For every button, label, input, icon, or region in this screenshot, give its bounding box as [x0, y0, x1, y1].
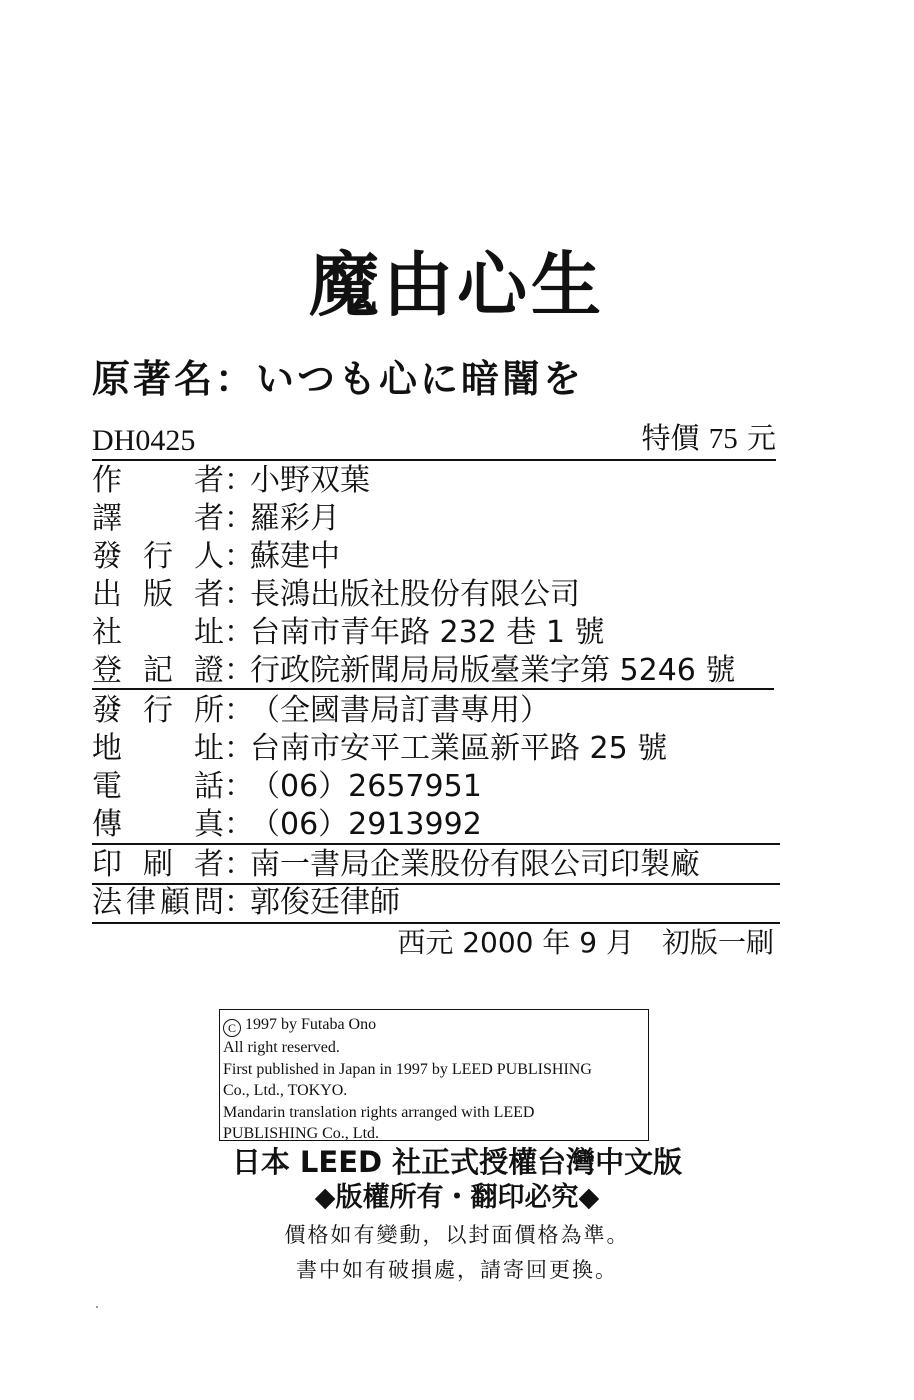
credit-value: （全國書局訂書專用） — [250, 693, 550, 728]
authorization-notice: 日本 LEED 社正式授權台灣中文版 — [231, 1145, 683, 1179]
copyright-box — [219, 1009, 649, 1141]
credit-value: 蘇建中 — [250, 539, 340, 574]
credit-separator: ： — [224, 653, 254, 688]
credit-row — [92, 538, 340, 576]
credit-value: （06）2657951 — [250, 769, 482, 804]
copyright-line: Mandarin translation rights arranged with LEED — [223, 1103, 535, 1121]
credit-row — [92, 806, 482, 844]
credit-label: 作者 — [92, 463, 224, 498]
credit-label: 傳真 — [92, 807, 224, 842]
rule-top — [92, 459, 776, 461]
price-unit: 元 — [746, 421, 776, 455]
book-title: 魔由心生 — [309, 244, 605, 326]
damage-return-note: 書中如有破損處，請寄回更換。 — [296, 1258, 618, 1282]
credit-label: 譯者 — [92, 501, 224, 536]
credit-separator: ： — [224, 885, 254, 920]
credit-label: 法律顧問 — [92, 885, 224, 920]
rule-mid — [92, 688, 774, 690]
credit-value: 南一書局企業股份有限公司印製廠 — [250, 847, 700, 882]
credit-separator: ： — [224, 463, 254, 498]
copyright-line: First published in Japan in 1997 by LEED PUBLISHING — [223, 1060, 592, 1078]
credit-separator: ： — [224, 731, 254, 766]
credit-row — [92, 730, 667, 768]
credit-row — [92, 846, 700, 884]
credit-separator: ： — [224, 693, 254, 728]
credit-label: 發行所 — [92, 693, 224, 728]
credit-row — [92, 692, 550, 730]
credit-label: 社址 — [92, 615, 224, 650]
price-change-note: 價格如有變動，以封面價格為準。 — [284, 1223, 630, 1247]
credit-separator: ： — [224, 807, 254, 842]
credit-row — [92, 614, 605, 652]
credit-separator: ： — [224, 501, 254, 536]
credit-row — [92, 462, 370, 500]
copyright-symbol: C — [223, 1019, 241, 1037]
credit-value: 行政院新聞局局版臺業字第 5246 號 — [250, 653, 736, 688]
credit-value: 郭俊廷律師 — [250, 885, 400, 920]
price-prefix: 特價 — [641, 421, 700, 455]
credit-value: 小野双葉 — [250, 463, 370, 498]
credit-label: 出版者 — [92, 577, 224, 612]
credit-row — [92, 768, 482, 806]
copyright-line: Co., Ltd., TOKYO. — [223, 1082, 348, 1099]
credit-row — [92, 576, 580, 614]
credit-value: （06）2913992 — [250, 807, 482, 842]
copyright-line: All right reserved. — [223, 1039, 340, 1056]
credit-value: 台南市安平工業區新平路 25 號 — [250, 731, 668, 766]
credit-label: 地址 — [92, 731, 224, 766]
credit-separator: ： — [224, 615, 254, 650]
credit-label: 發行人 — [92, 539, 224, 574]
credit-label: 登記證 — [92, 653, 224, 688]
credit-separator: ： — [224, 769, 254, 804]
credit-row — [92, 500, 340, 538]
credit-row — [92, 652, 735, 690]
publication-date: 西元 2000 年 9 月 初版一刷 — [397, 926, 774, 959]
credit-value: 羅彩月 — [250, 501, 340, 536]
credit-value: 長鴻出版社股份有限公司 — [250, 577, 580, 612]
credit-value: 台南市青年路 232 巷 1 號 — [250, 615, 605, 650]
rights-notice: ◆版權所有・翻印必究◆ — [314, 1182, 600, 1213]
credit-label: 印刷者 — [92, 847, 224, 882]
copyright-line: PUBLISHING Co., Ltd. — [223, 1125, 380, 1142]
credit-row — [92, 884, 400, 922]
credit-separator: ： — [224, 847, 254, 882]
rule-lower — [92, 843, 780, 845]
copyright-line: C 1997 by Futaba Ono — [223, 1014, 648, 1037]
price — [641, 421, 776, 455]
speck — [96, 1306, 98, 1308]
original-title: 原著名：いつも心に暗闇を — [92, 357, 585, 401]
credit-label: 電話 — [92, 769, 224, 804]
book-code: DH0425 — [92, 424, 196, 457]
credit-separator: ： — [224, 539, 254, 574]
price-amount: 75 — [708, 423, 738, 455]
credit-separator: ： — [224, 577, 254, 612]
